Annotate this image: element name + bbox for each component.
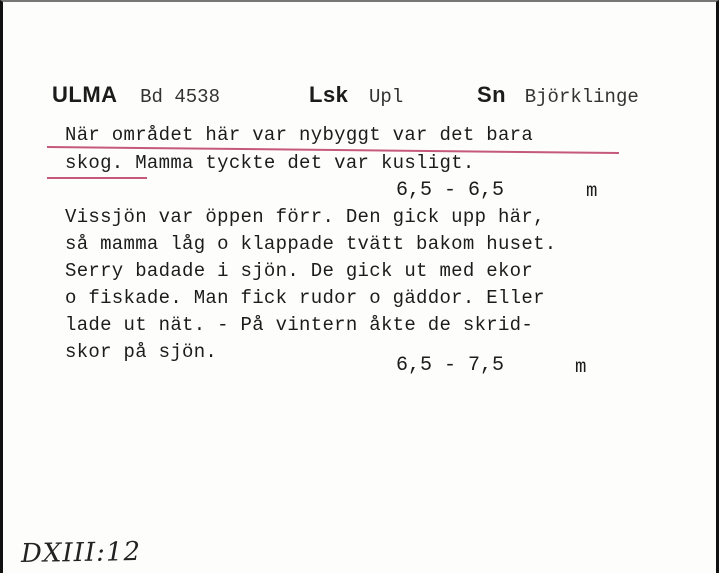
highlight-line (47, 177, 147, 179)
measurement-unit: m (575, 356, 587, 378)
lsk-value: Upl (369, 86, 404, 108)
archive-signum: DXIII:12 (20, 536, 142, 570)
text-line: skog. Mamma tyckte det var kusligt. (65, 152, 475, 174)
text-line: Vissjön var öppen förr. Den gick upp här, (65, 206, 545, 228)
sn-field (477, 82, 639, 109)
lsk-field (309, 82, 403, 109)
sn-value: Björklinge (524, 86, 639, 108)
ulma-value: Bd 4538 (140, 86, 220, 108)
ulma-label: ULMA (52, 82, 118, 107)
ulma-field (52, 82, 220, 109)
text-line: Serry badade i sjön. De gick ut med ekor (65, 260, 534, 282)
measurement-range: 6,5 - 6,5 (396, 179, 505, 202)
text-line: så mamma låg o klappade tvätt bakom huset. (65, 233, 557, 255)
text-line: o fiskade. Man fick rudor o gäddor. Eller (65, 287, 545, 309)
measurement-range: 6,5 - 7,5 (396, 354, 505, 377)
text-line: När området här var nybyggt var det bara (65, 124, 534, 146)
measurement-unit: m (586, 180, 598, 202)
sn-label: Sn (477, 82, 507, 107)
text-line: lade ut nät. - På vintern åkte de skrid- (65, 314, 534, 336)
text-line: skor på sjön. (65, 341, 218, 363)
lsk-label: Lsk (309, 82, 349, 107)
